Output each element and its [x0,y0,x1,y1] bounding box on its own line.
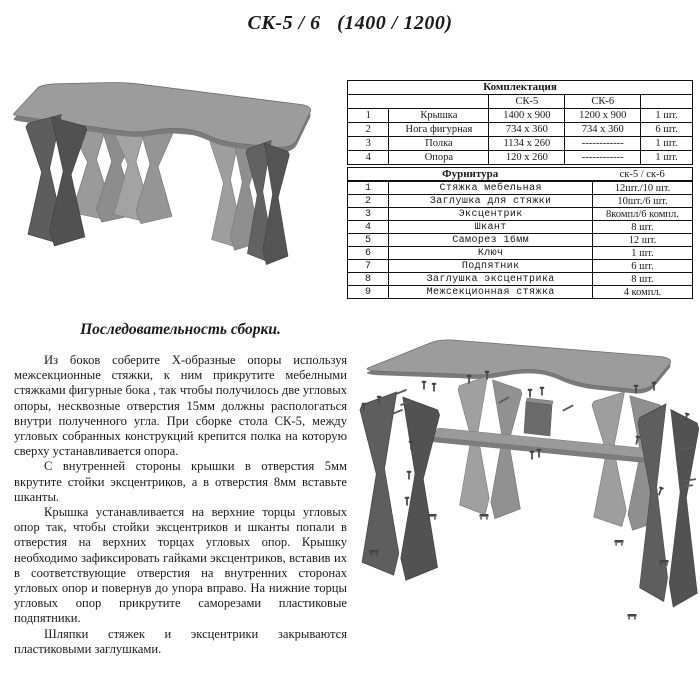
table-row [348,234,693,247]
table-row [348,195,693,208]
assembly-instructions [14,321,347,657]
table-row [348,273,693,286]
cell-ck6: ------------ [565,137,641,151]
cell-ck6: 1200 x 900 [565,109,641,123]
cell-name: Опора [389,151,489,165]
cell-ck5: 1400 x 900 [489,109,565,123]
parts-table-header-row [348,81,693,95]
cell-qty: 8 шт. [592,221,692,234]
cell-name: Шкант [389,221,593,234]
table-row [348,247,693,260]
desk-top [367,340,670,390]
parts-table [347,80,693,165]
cell-num: 7 [348,260,389,273]
tables-block [347,80,693,299]
cell-name: Заглушка для стяжки [389,195,593,208]
table-row [348,181,693,195]
cell-name: Саморез 16мм [389,234,593,247]
desk-leg-pair-dark [26,115,87,246]
assembled-desk-figure [10,66,340,311]
cell-qty: 6 шт. [641,123,693,137]
table-row [348,137,693,151]
instructions-paragraph: Из боков соберите Х-образные опоры используя межсекционные стяжки, к ним прикрутите мебелными стяжками фигурные бока , так чтобы получилось две угловых опоры, несквозные отверстия 15мм должны распологаться внутри полученного угла. При сборке стола СК-5, между угловых собранных конструкций крепится полка на которую сверху устанавливается опора. [14,353,347,459]
table-row [348,109,693,123]
cell-num: 1 [348,181,389,195]
table-row [348,123,693,137]
cell-num: 2 [348,195,389,208]
cell-name: Крышка [389,109,489,123]
table-row [348,260,693,273]
cell-name: Нога фигурная [389,123,489,137]
cell-ck5: 734 x 360 [489,123,565,137]
exploded-desk-figure [353,330,700,640]
cell-qty: 12 шт. [592,234,692,247]
model-column-ck5: СК-5 [489,95,565,109]
cell-num: 1 [348,109,389,123]
cell-qty: 1 шт. [641,137,693,151]
cell-num: 5 [348,234,389,247]
cell-ck5: 1134 x 260 [489,137,565,151]
cell-num: 3 [348,137,389,151]
instructions-paragraph: Шляпки стяжек и эксцентрики закрываются пластиковыми заглушками. [14,626,347,656]
cell-qty: 10шт./6 шт. [592,195,692,208]
cell-num: 3 [348,208,389,221]
hardware-table-header-row [348,168,693,182]
cell-num: 4 [348,151,389,165]
cell-name: Стяжка мебельная [389,181,593,195]
exploded-desk-render [353,330,700,640]
cell-qty: 6 шт. [592,260,692,273]
table-row [348,221,693,234]
cell-num: 8 [348,273,389,286]
cell-name: Подпятник [389,260,593,273]
instructions-paragraph: С внутренней стороны крышки в отверстия 5мм вкрутите стойки эксцентриков, а в отверстия 8мм вставьте шканты. [14,459,347,504]
table-row [348,286,693,299]
support-panel [524,398,553,436]
empty-cell [348,95,489,109]
cell-name: Заглушка эксцентрика [389,273,593,286]
cell-num: 2 [348,123,389,137]
cell-qty: 1 шт. [641,109,693,123]
cell-qty: 12шт./10 шт. [592,181,692,195]
page-title: СК-5 / 6 (1400 / 1200) [247,12,453,34]
instructions-paragraph: Крышка устанавливается на верхние торцы угловых опор так, чтобы стойки эксцентриков и шканты попали в отверстия на верхних торцах угловых опор. Крышку необходимо зафиксировать гайками эксцентриков, вставив их в соответствующие отверстия на внутренних сторонах угловых опор и повернув до упора вправо. На нижние торцы угловых опор прикрутите саморезами пластиковые подпятники. [14,505,347,626]
cell-qty: 1 шт. [592,247,692,260]
cell-num: 9 [348,286,389,299]
cell-num: 6 [348,247,389,260]
instructions-heading: Последовательность сборки. [80,321,281,338]
cell-name: Полка [389,137,489,151]
cell-name: Ключ [389,247,593,260]
cell-qty: 4 компл. [592,286,692,299]
cell-num: 4 [348,221,389,234]
cell-qty: 8компл/6 компл. [592,208,692,221]
hardware-models-label: ск-5 / ск-6 [592,168,692,182]
cell-name: Эксцентрик [389,208,593,221]
cell-ck6: 734 x 360 [565,123,641,137]
cell-name: Межсекционная стяжка [389,286,593,299]
hardware-table [347,167,693,299]
hardware-table-title: Фурнитура [348,168,593,182]
parts-table-title: Комплектация [348,81,693,95]
parts-table-model-row [348,95,693,109]
table-row [348,151,693,165]
cell-ck5: 120 x 260 [489,151,565,165]
model-column-ck6: СК-6 [565,95,641,109]
empty-cell [641,95,693,109]
table-row [348,208,693,221]
cell-ck6: ------------ [565,151,641,165]
cell-qty: 1 шт. [641,151,693,165]
cell-qty: 8 шт. [592,273,692,286]
assembled-desk-render [10,66,340,311]
